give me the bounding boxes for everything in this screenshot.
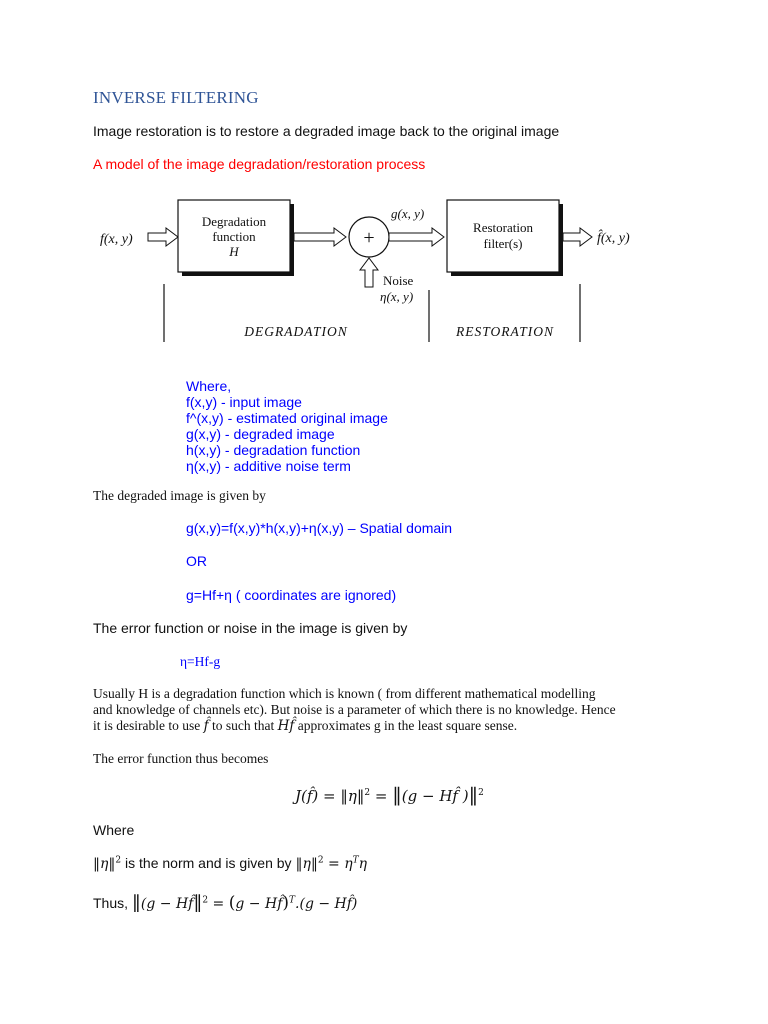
- where-item: η(x,y) - additive noise term: [186, 458, 351, 474]
- restoration-section-label: RESTORATION: [455, 324, 555, 339]
- norm-line: [93, 855, 367, 872]
- noise-arrow: [360, 258, 378, 287]
- equation-j: J(f̂) = ‖η‖$^2$ = ‖(g − Hf̂ )‖$^2$: [295, 784, 484, 806]
- paragraph-line3: [93, 718, 517, 734]
- degradation-restoration-diagram: [96, 192, 656, 347]
- input-label: f(x, y): [100, 232, 133, 247]
- paragraph-line3-c: approximates g in the least square sense.: [297, 718, 518, 733]
- model-caption: A model of the image degradation/restoration process: [93, 156, 426, 172]
- degradation-box-line2: function: [212, 229, 256, 244]
- where-item: g(x,y) - degraded image: [186, 426, 335, 442]
- g-label: g(x, y): [391, 206, 425, 221]
- output-arrow: [563, 228, 592, 246]
- restoration-box-line2: filter(s): [483, 236, 523, 251]
- intro-text: Image restoration is to restore a degraded image back to the original image: [93, 123, 560, 139]
- paragraph-line3-a: it is desirable to use: [93, 718, 201, 733]
- equation-spatial: g(x,y)=f(x,y)*h(x,y)+η(x,y) – Spatial domain: [186, 520, 453, 536]
- thus-line: [93, 892, 357, 913]
- noise-var: η(x, y): [380, 289, 414, 304]
- noise-label: Noise: [383, 273, 414, 288]
- error-becomes-text: The error function thus becomes: [93, 751, 269, 766]
- degradation-section-label: DEGRADATION: [244, 324, 348, 339]
- norm-eta-symbol: ‖η‖$^2$: [93, 855, 122, 872]
- arrow-to-sum: [294, 228, 346, 246]
- or-text: OR: [186, 553, 207, 569]
- degraded-given-text: The degraded image is given by: [93, 488, 266, 503]
- restoration-box-line1: Restoration: [473, 220, 533, 235]
- page-title: INVERSE FILTERING: [93, 88, 259, 107]
- hf-hat-symbol: Hf̂: [277, 718, 295, 734]
- output-label: f̂(x, y): [597, 231, 630, 246]
- equation-matrix: g=Hf+η ( coordinates are ignored): [186, 587, 397, 603]
- thus-equation: ‖(g − Hf̂‖$^2$ = (g − Hf̂)$^T$.(g − Hf̂): [131, 892, 358, 913]
- norm-eta-definition: ‖η‖$^2$ = $\eta^T\eta$: [295, 855, 367, 872]
- norm-text: is the norm and is given by: [125, 855, 292, 871]
- where2-text: Where: [93, 822, 135, 838]
- thus-text: Thus,: [93, 895, 129, 911]
- where-heading: Where,: [186, 378, 232, 394]
- arrow-to-restoration: [389, 228, 444, 246]
- f-hat-symbol: f̂: [203, 718, 209, 734]
- paragraph-line2: and knowledge of channels etc). But noise is a parameter of which there is no knowledge. Hence: [93, 702, 616, 717]
- where-item: h(x,y) - degradation function: [186, 442, 361, 458]
- input-arrow: [148, 228, 178, 246]
- where-list: [186, 378, 388, 474]
- paragraph-line3-b: to such that: [211, 718, 275, 733]
- degradation-box-line3: H: [229, 244, 239, 259]
- where-item: f^(x,y) - estimated original image: [186, 410, 388, 426]
- degradation-box-line1: Degradation: [201, 214, 267, 229]
- paragraph-line1: Usually H is a degradation function which is known ( from different mathematical modelling: [93, 686, 596, 701]
- error-intro-text: The error function or noise in the image is given by: [93, 620, 408, 636]
- sum-symbol: +: [363, 227, 375, 249]
- equation-eta: η=Hf-g: [180, 654, 221, 669]
- where-item: f(x,y) - input image: [186, 394, 302, 410]
